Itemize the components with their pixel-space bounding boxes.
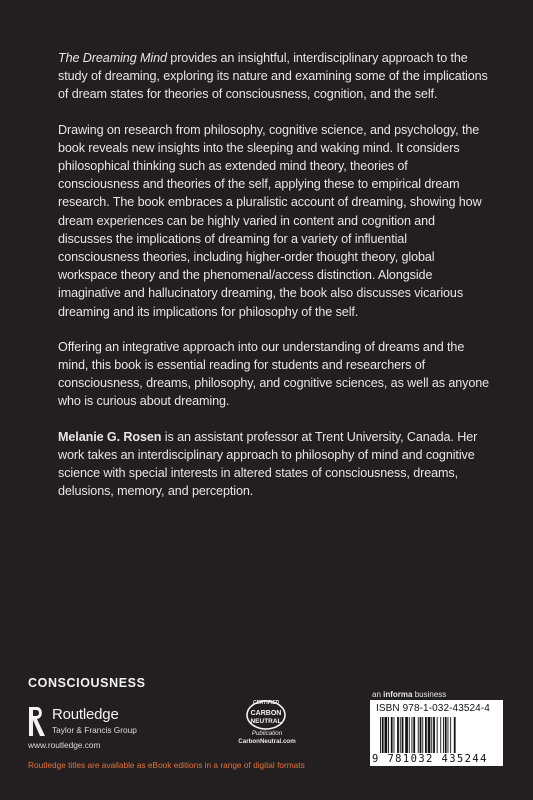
barcode-bar: [413, 717, 415, 753]
barcode-digits: 9 781032 435244: [372, 753, 488, 765]
informa-post: business: [412, 690, 447, 699]
description-paragraph-1: [58, 49, 490, 104]
isbn-text: ISBN 978-1-032-43524-4: [376, 703, 490, 714]
carbon-neutral-badge: [232, 697, 302, 747]
barcode-bar: [405, 717, 408, 753]
barcode-bar: [440, 717, 441, 753]
description-paragraph-3: Offering an integrative approach into our understanding of dreams and the mind, this book is essential reading for students and researchers of consciousness, dreams, philosophy, and cognitive sciences, as well as anyone who is curious about dreaming.: [58, 339, 490, 409]
barcode-bar: [431, 717, 432, 753]
publisher-name: Routledge: [52, 706, 119, 723]
barcode-bar: [443, 717, 444, 753]
ebook-note: Routledge titles are available as eBook editions in a range of digital formats: [28, 760, 305, 770]
carbon-main-text: CARBON: [250, 710, 282, 717]
publisher-group: Taylor & Francis Group: [52, 725, 137, 735]
series-name: CONSCIOUSNESS: [28, 676, 146, 690]
author-name: Melanie G. Rosen: [58, 429, 162, 444]
back-cover-text: [58, 49, 490, 500]
barcode-bar: [382, 717, 384, 753]
barcode-bar: [437, 717, 438, 753]
barcode-bar: [418, 717, 419, 753]
author-bio: [58, 428, 490, 501]
barcode-bar: [425, 717, 427, 753]
book-title: The Dreaming Mind: [58, 51, 167, 65]
barcode-bar: [402, 717, 404, 753]
barcode-bar: [433, 717, 435, 753]
informa-tagline: [372, 690, 446, 699]
routledge-logo: [28, 705, 178, 739]
carbon-label: Publication: [251, 730, 283, 737]
barcode-bar: [394, 717, 395, 753]
publisher-website: www.routledge.com: [28, 740, 101, 750]
barcode-bar: [428, 717, 431, 753]
barcode-bar: [448, 717, 449, 753]
barcode-bar: [412, 717, 413, 753]
carbon-site: CarbonNeutral.com: [238, 738, 296, 745]
description-paragraph-2: Drawing on research from philosophy, cognitive science, and psychology, the book reveals new insights into the sleeping and waking mind. It considers philosophical thinking such as extended mind theory, theories of consciousness and theories of the self, applying these to empirical dream research. The book embraces a pluralistic account of dreaming, showing how dream experiences can be highly varied in content and cognition and discusses the implications of dreaming for a variety of influential consciousness theories, including higher-order thought theory, global workspace theory and the phenomenal/access distinction. Alongside imaginative and hallucinatory dreaming, the book also discusses vicarious dreaming and its implications for philosophy of the self.: [58, 122, 482, 319]
carbon-certified-text: CERTIFIED: [252, 700, 280, 706]
barcode-bar: [400, 717, 401, 753]
routledge-r-icon: [28, 705, 46, 737]
carbon-neutral-text: NEUTRAL: [250, 718, 282, 725]
description-text-1: provides an insightful, interdisciplinary approach to the study of dreaming, exploring its nature and examining some of the implications of dream states for theories of consciousness, cognition, and the self.: [58, 51, 488, 102]
barcode-bar: [422, 717, 423, 753]
barcode-bar: [391, 717, 393, 753]
barcode-bar: [445, 717, 447, 753]
barcode-bar: [420, 717, 422, 753]
carbon-neutral-logo-icon: [243, 697, 289, 731]
informa-pre: an: [372, 690, 384, 699]
barcode-bar: [385, 717, 388, 753]
barcode-icon: [380, 717, 494, 753]
barcode-bar: [454, 717, 456, 753]
barcode-panel: [370, 700, 503, 766]
barcode-bar: [380, 717, 381, 753]
barcode-bar: [450, 717, 451, 753]
barcode-bar: [397, 717, 399, 753]
barcode-bar: [388, 717, 389, 753]
informa-brand: informa: [383, 690, 413, 699]
author-bio-text: is an assistant professor at Trent University, Canada. Her work takes an interdisciplinary approach to philosophy of mind and cognitive science with special interests in altered states of consciousness, dreams, delusions, memory, and perception.: [58, 429, 478, 499]
barcode-bar: [409, 717, 410, 753]
